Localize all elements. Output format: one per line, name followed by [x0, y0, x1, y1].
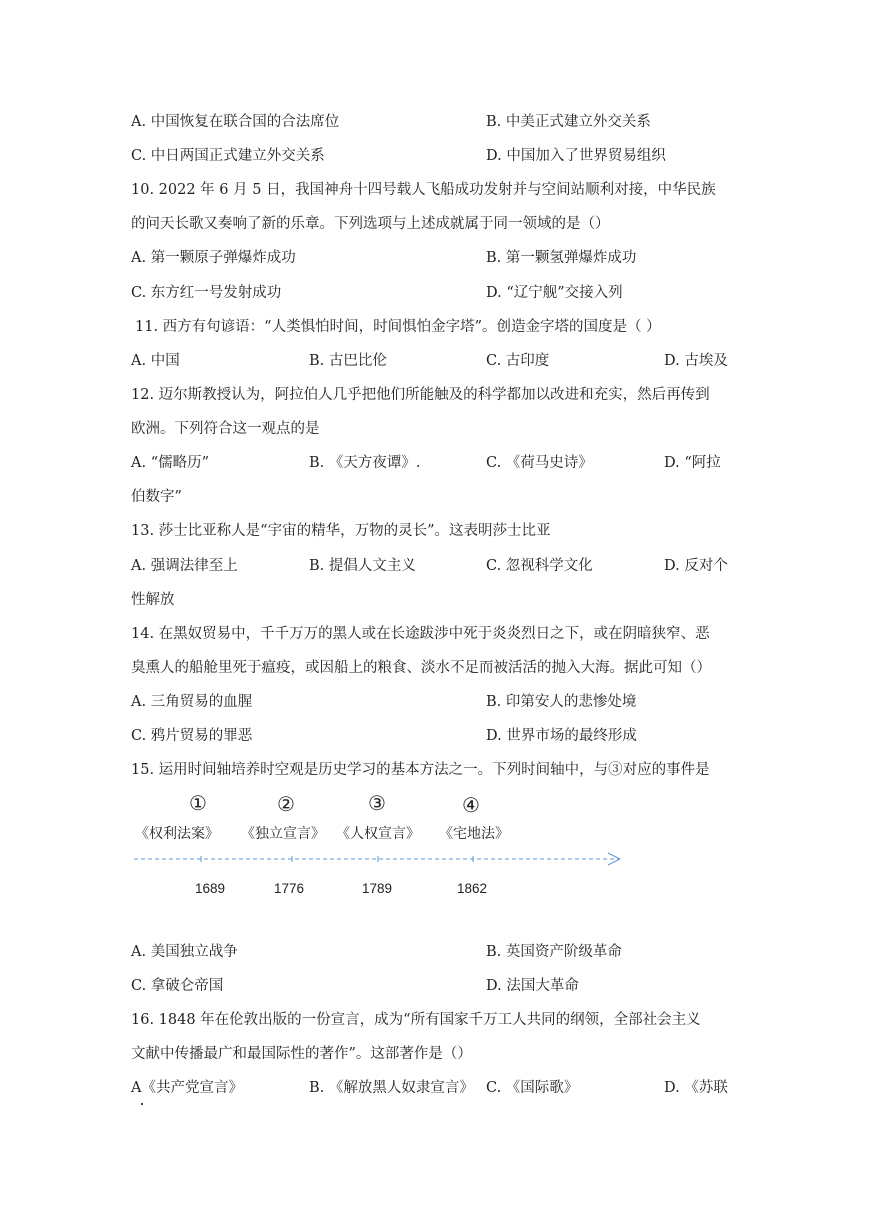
timeline-axis: [130, 850, 630, 870]
q9-option-b: B. 中美正式建立外交关系: [486, 114, 651, 130]
q15-option-a: A. 美国独立战争: [131, 944, 238, 960]
q12-option-a: A. “儒略历”: [131, 455, 210, 471]
timeline-marker-1: ①: [189, 791, 207, 815]
q13-option-d: D. 反对个: [664, 558, 728, 574]
timeline-label-2: 《独立宣言》: [241, 826, 325, 842]
q10-stem-line1: 10. 2022 年 6 月 5 日，我国神舟十四号载人飞船成功发射并与空间站顺利对接，中华民族: [131, 182, 716, 198]
q12-stem-line2: 欧洲。下列符合这一观点的是: [131, 421, 320, 437]
q10-option-c: C. 东方红一号发射成功: [131, 285, 282, 301]
q9-option-a: A. 中国恢复在联合国的合法席位: [131, 114, 340, 130]
q11-option-d: D. 古埃及: [664, 353, 728, 369]
timeline-marker-3: ③: [368, 791, 386, 815]
q14-option-d: D. 世界市场的最终形成: [486, 728, 637, 744]
q9-option-c: C. 中日两国正式建立外交关系: [131, 148, 325, 164]
q15-option-d: D. 法国大革命: [486, 978, 579, 994]
q14-stem-line1: 14. 在黑奴贸易中，千千万万的黑人或在长途跋涉中死于炎炎烈日之下，或在阴暗狭窄、恶: [131, 626, 710, 642]
timeline-marker-4: ④: [462, 793, 480, 817]
q12-option-b: B. 《天方夜谭》.: [309, 455, 421, 471]
q11-option-b: B. 古巴比伦: [309, 353, 387, 369]
q9-option-d: D. 中国加入了世界贸易组织: [486, 148, 666, 164]
timeline-year-2: 1776: [274, 881, 305, 896]
q12-stem-line1: 12. 迈尔斯教授认为，阿拉伯人几乎把他们所能触及的科学都加以改进和充实，然后再传到: [131, 387, 710, 403]
q14-stem-line2: 臭熏人的船舱里死于瘟疫，或因船上的粮食、淡水不足而被活活的抛入大海。据此可知（）: [131, 660, 711, 676]
q16-stem-line2: 文献中传播最广和最国际性的著作”。这部著作是（）: [131, 1046, 472, 1062]
q13-option-a: A. 强调法律至上: [131, 558, 238, 574]
q12-option-c: C. 《荷马史诗》: [486, 455, 593, 471]
q10-option-a: A. 第一颗原子弹爆炸成功: [131, 250, 296, 266]
q16-option-a: A《共产党宣言》: [131, 1080, 243, 1096]
timeline-label-1: 《权利法案》: [135, 826, 219, 842]
q10-option-d: D. “辽宁舰”交接入列: [486, 285, 623, 301]
q16-stem-line1: 16. 1848 年在伦敦出版的一份宣言，成为“所有国家千万工人共同的纲领，全部社会主义: [131, 1012, 701, 1028]
q12-option-d-cont: 伯数字”: [131, 489, 182, 505]
timeline-year-1: 1689: [195, 881, 226, 896]
q16-option-c: C. 《国际歌》: [486, 1080, 579, 1096]
q14-option-b: B. 印第安人的悲惨处境: [486, 694, 637, 710]
timeline-marker-2: ②: [277, 792, 295, 816]
q11-option-c: C. 古印度: [486, 353, 550, 369]
q10-stem-line2: 的问天长歌又奏响了新的乐章。下列选项与上述成就属于同一领域的是（）: [131, 216, 610, 232]
timeline-label-3: 《人权宣言》: [336, 826, 420, 842]
q15-option-b: B. 英国资产阶级革命: [486, 944, 622, 960]
q13-option-c: C. 忽视科学文化: [486, 558, 593, 574]
q10-option-b: B. 第一颗氢弹爆炸成功: [486, 250, 637, 266]
timeline-year-3: 1789: [362, 881, 393, 896]
q11-stem: 11. 西方有句谚语：“人类惧怕时间，时间惧怕金字塔”。创造金字塔的国度是（ ）: [135, 319, 661, 335]
q15-stem: 15. 运用时间轴培养时空观是历史学习的基本方法之一。下列时间轴中，与③对应的事件是: [131, 762, 710, 778]
q16-option-d: D. 《苏联: [664, 1080, 728, 1096]
q14-option-a: A. 三角贸易的血腥: [131, 694, 253, 710]
timeline-year-4: 1862: [457, 881, 488, 896]
q14-option-c: C. 鸦片贸易的罪恶: [131, 728, 253, 744]
stray-dot: [141, 1103, 143, 1105]
q13-option-d-cont: 性解放: [131, 592, 175, 608]
q13-option-b: B. 提倡人文主义: [309, 558, 416, 574]
timeline-label-4: 《宅地法》: [439, 826, 509, 842]
q12-option-d: D. “阿拉: [664, 455, 721, 471]
q13-stem: 13. 莎士比亚称人是“宇宙的精华，万物的灵长”。这表明莎士比亚: [131, 523, 551, 539]
q11-option-a: A. 中国: [131, 353, 180, 369]
q16-option-b: B. 《解放黑人奴隶宣言》: [309, 1080, 474, 1096]
q15-option-c: C. 拿破仑帝国: [131, 978, 224, 994]
